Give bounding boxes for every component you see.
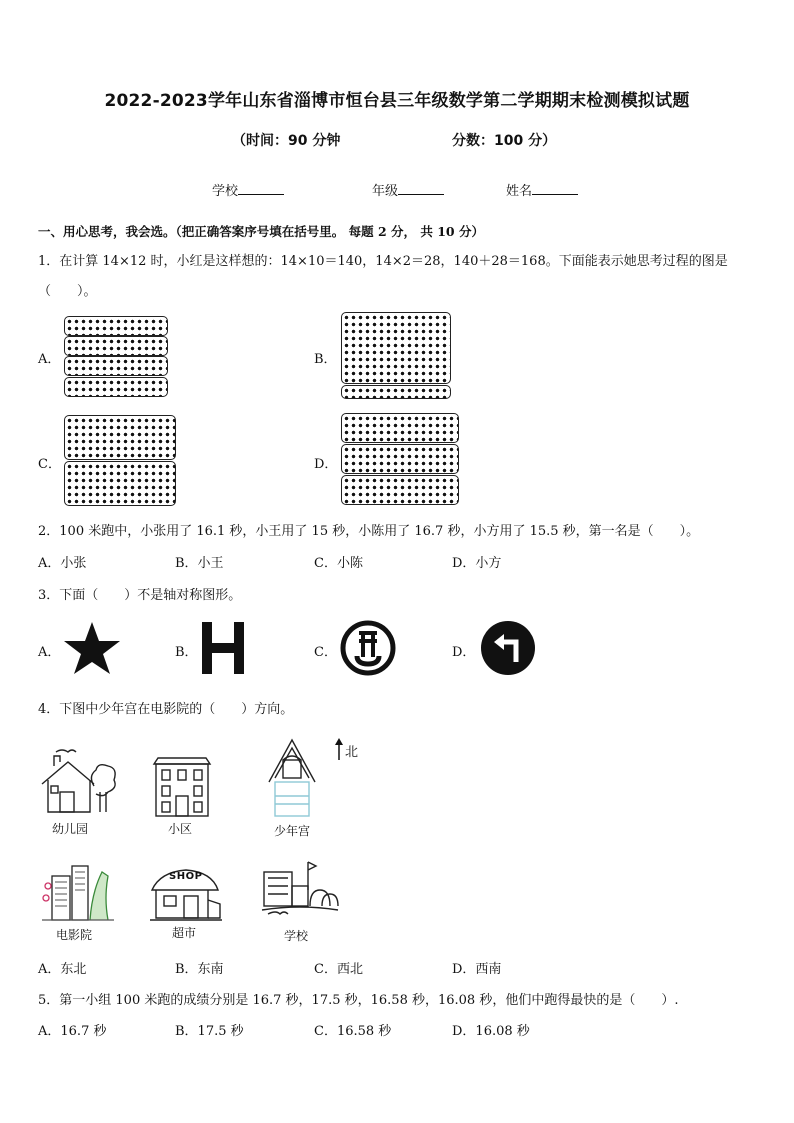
q3-option-a[interactable]: A． <box>38 645 61 660</box>
q1-option-d[interactable]: D． <box>314 457 338 472</box>
dot-block <box>341 475 459 505</box>
dot-block <box>64 316 168 336</box>
place-cinema: 电影院 <box>55 928 92 942</box>
q3-option-b[interactable]: B． <box>175 645 198 660</box>
q1-option-b[interactable]: B． <box>314 352 337 367</box>
q1-figure-b <box>341 312 451 400</box>
name-field[interactable] <box>506 180 578 199</box>
dot-block <box>64 336 168 356</box>
q4-option-c[interactable]: C．西北 <box>314 962 363 977</box>
q2-option-c[interactable]: C．小陈 <box>314 556 363 571</box>
q5-option-b[interactable]: B．17.5 秒 <box>175 1024 244 1039</box>
north-arrow-icon <box>334 738 344 760</box>
school-building-icon <box>260 860 340 922</box>
q4-text: 4．下图中少年宫在电影院的（ ）方向。 <box>38 702 294 717</box>
exam-score: 分数：100 分） <box>452 133 557 149</box>
page-title: 2022-2023学年山东省淄博市恒台县三年级数学第二学期期末检测模拟试题 <box>104 91 690 111</box>
q1-figure-a <box>64 316 168 400</box>
q4-option-b[interactable]: B．东南 <box>175 962 224 977</box>
dot-block <box>341 385 451 399</box>
bank-logo-icon <box>340 620 396 676</box>
grade-label: 年级 <box>372 184 399 199</box>
shop-sign: SHOP <box>169 871 203 882</box>
q5-text: 5．第一小组 100 米跑的成绩分别是 16.7 秒，17.5 秒，16.58 秒，16.08 秒，他们中跑得最快的是（ ）. <box>38 993 679 1008</box>
q3-option-c[interactable]: C． <box>314 645 337 660</box>
q4-option-a[interactable]: A．东北 <box>38 962 87 977</box>
q1-blank: （ ）。 <box>38 284 97 299</box>
exam-time: （时间：90 分钟 <box>232 133 341 149</box>
q3-text: 3．下面（ ）不是轴对称图形。 <box>38 588 242 603</box>
dot-block <box>341 312 451 384</box>
kindergarten-house-icon <box>38 748 118 816</box>
q2-text: 2．100 米跑中，小张用了 16.1 秒，小王用了 15 秒，小陈用了 16.7 秒，小方用了 15.5 秒，第一名是（ ）。 <box>38 524 700 539</box>
star-icon <box>60 620 124 676</box>
q2-option-b[interactable]: B．小王 <box>175 556 224 571</box>
q2-option-a[interactable]: A．小张 <box>38 556 87 571</box>
letter-h-icon <box>200 622 246 674</box>
q1-option-a[interactable]: A． <box>38 352 61 367</box>
north-label: 北 <box>345 745 359 760</box>
place-supermarket: 超市 <box>171 926 196 940</box>
q4-option-d[interactable]: D．西南 <box>452 962 502 977</box>
place-kindergarten: 幼儿园 <box>51 822 88 836</box>
place-school: 学校 <box>283 929 308 943</box>
name-label: 姓名 <box>506 184 533 199</box>
q1-figure-d <box>341 413 459 507</box>
cinema-building-icon <box>42 862 114 924</box>
dot-block <box>341 413 459 443</box>
dot-block <box>64 377 168 397</box>
q5-option-c[interactable]: C．16.58 秒 <box>314 1024 392 1039</box>
youth-palace-icon <box>265 738 319 820</box>
grade-field[interactable] <box>372 180 444 199</box>
place-residential: 小区 <box>167 822 192 836</box>
q3-option-d[interactable]: D． <box>452 645 476 660</box>
q5-option-d[interactable]: D．16.08 秒 <box>452 1024 530 1039</box>
q1-text: 1．在计算 14×12 时，小红是这样想的：14×10＝140，14×2＝28，140＋28＝168。下面能表示她思考过程的图是 <box>38 254 728 269</box>
q1-option-c[interactable]: C． <box>38 457 61 472</box>
school-label: 学校 <box>212 184 239 199</box>
place-youth-palace: 少年宫 <box>273 824 310 838</box>
residential-building-icon <box>154 756 210 818</box>
left-turn-sign-icon <box>480 620 536 676</box>
supermarket-shop-icon <box>150 860 222 922</box>
dot-block <box>341 444 459 474</box>
dot-block <box>64 356 168 376</box>
section-heading: 一、用心思考，我会选。（把正确答案序号填在括号里。 每题 2 分， 共 10 分） <box>38 224 484 239</box>
q2-option-d[interactable]: D．小方 <box>452 556 502 571</box>
dot-block <box>64 415 176 460</box>
q5-option-a[interactable]: A．16.7 秒 <box>38 1024 107 1039</box>
q1-figure-c <box>64 415 176 507</box>
dot-block <box>64 461 176 506</box>
school-field[interactable] <box>212 180 284 199</box>
